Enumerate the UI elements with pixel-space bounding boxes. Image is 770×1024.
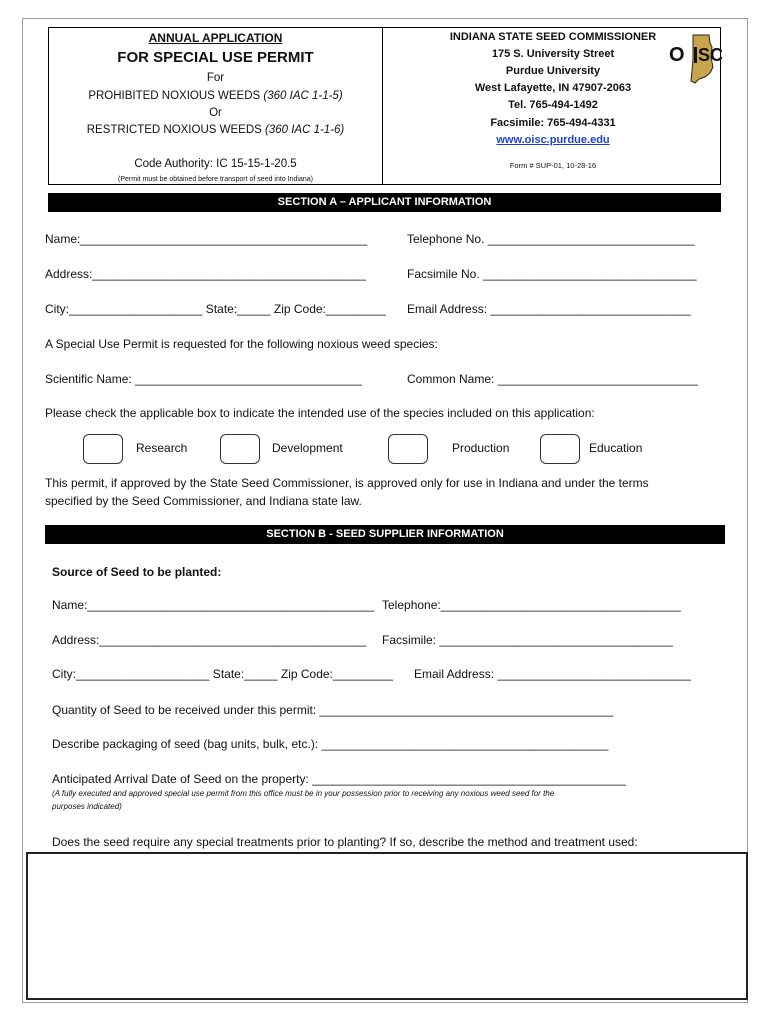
applicant-address-field[interactable]: Address:_________________________________________ (45, 267, 366, 281)
agency-fax: Facsimile: 765-494-4331 (490, 117, 616, 129)
species-request-text: A Special Use Permit is requested for the following noxious weed species: (45, 337, 438, 351)
section-b-header: SECTION B - SEED SUPPLIER INFORMATION (45, 525, 725, 544)
approval-text-line-2: specified by the Seed Commissioner, and Indiana state law. (45, 494, 362, 508)
form-number: Form # SUP-01, 10-28-16 (509, 161, 597, 170)
agency-tel: Tel. 765-494-1492 (508, 99, 598, 111)
annual-application-title: ANNUAL APPLICATION (148, 31, 283, 45)
for-label: For (206, 72, 225, 84)
treatment-description-textarea[interactable] (26, 852, 748, 1000)
applicant-facsimile-field[interactable]: Facsimile No. ________________________________ (407, 267, 697, 281)
logo-text-sc: SC (698, 45, 724, 65)
supplier-email-field[interactable]: Email Address: _____________________________ (414, 667, 691, 681)
agency-website-link[interactable]: www.oisc.purdue.edu (496, 134, 610, 146)
logo-text-o: O (669, 44, 685, 66)
prohibited-line (49, 90, 382, 102)
section-a-header: SECTION A – APPLICANT INFORMATION (48, 193, 721, 212)
check-instruction-text: Please check the applicable box to indicate the intended use of the species included on this application: (45, 406, 595, 420)
agency-city: West Lafayette, IN 47907-2063 (474, 82, 632, 94)
approval-text-line-1: This permit, if approved by the State Seed Commissioner, is approved only for use in Indiana and under the terms (45, 476, 649, 490)
treatment-question: Does the seed require any special treatments prior to planting? If so, describe the method and treatment used: (52, 835, 638, 849)
permit-note: (Permit must be obtained before transport of seed into Indiana) (118, 176, 313, 183)
applicant-name-field[interactable]: Name:___________________________________________ (45, 232, 368, 246)
restricted-label: RESTRICTED NOXIOUS WEEDS (86, 124, 262, 136)
restricted-ref: (360 IAC 1-1-6) (265, 124, 345, 136)
agency-university: Purdue University (505, 65, 601, 77)
development-checkbox[interactable] (220, 434, 260, 464)
restricted-line (49, 124, 382, 136)
common-name-field[interactable]: Common Name: ______________________________ (407, 372, 698, 386)
production-label: Production (452, 441, 510, 455)
education-checkbox[interactable] (540, 434, 580, 464)
applicant-telephone-field[interactable]: Telephone No. _______________________________ (407, 232, 695, 246)
prohibited-label: PROHIBITED NOXIOUS WEEDS (88, 90, 261, 102)
arrival-note-line-1: (A fully executed and approved special use permit from this office must be in your possession prior to receiving any noxious weed seed for the (52, 789, 555, 798)
education-label: Education (589, 441, 643, 455)
seed-quantity-field[interactable]: Quantity of Seed to be received under this permit: ____________________________________________ (52, 703, 614, 717)
agency-website-row (383, 134, 723, 146)
scientific-name-field[interactable]: Scientific Name: __________________________________ (45, 372, 362, 386)
supplier-facsimile-field[interactable]: Facsimile: ___________________________________ (382, 633, 673, 647)
applicant-email-field[interactable]: Email Address: ______________________________ (407, 302, 691, 316)
source-of-seed-heading: Source of Seed to be planted: (52, 565, 222, 579)
supplier-name-field[interactable]: Name:___________________________________________ (52, 598, 375, 612)
or-label: Or (209, 107, 222, 119)
agency-street: 175 S. University Street (491, 48, 615, 60)
code-authority: Code Authority: IC 15-15-1-20.5 (134, 158, 297, 170)
special-use-permit-title: FOR SPECIAL USE PERMIT (117, 49, 314, 66)
form-title-box (48, 27, 382, 185)
seed-packaging-field[interactable]: Describe packaging of seed (bag units, bulk, etc.): ___________________________________________ (52, 737, 609, 751)
agency-name: INDIANA STATE SEED COMMISSIONER (449, 31, 657, 43)
production-checkbox[interactable] (388, 434, 428, 464)
arrival-date-field[interactable]: Anticipated Arrival Date of Seed on the property: _______________________________________________ (52, 772, 626, 786)
research-label: Research (136, 441, 188, 455)
prohibited-ref: (360 IAC 1-1-5) (263, 90, 343, 102)
research-checkbox[interactable] (83, 434, 123, 464)
applicant-city-state-zip-field[interactable]: City:____________________ State:_____ Zip Code:_________ (45, 302, 386, 316)
supplier-address-field[interactable]: Address:________________________________________ (52, 633, 367, 647)
oisc-logo (665, 33, 725, 85)
development-label: Development (272, 441, 343, 455)
supplier-telephone-field[interactable]: Telephone:____________________________________ (382, 598, 681, 612)
supplier-city-state-zip-field[interactable]: City:____________________ State:_____ Zip Code:_________ (52, 667, 393, 681)
arrival-note-line-2: purposes indicated) (52, 802, 122, 811)
